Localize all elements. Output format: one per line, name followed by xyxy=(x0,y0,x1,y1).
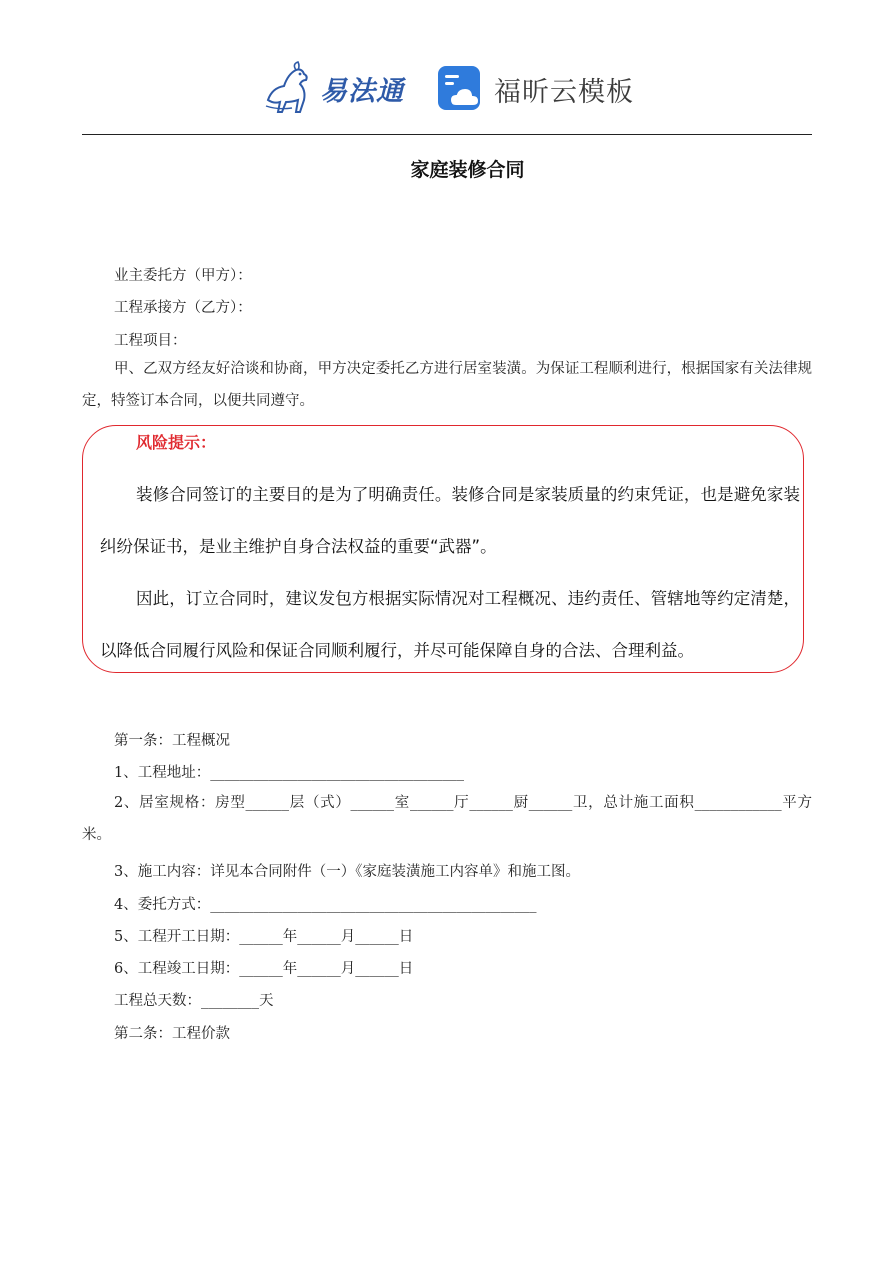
header-divider xyxy=(82,134,812,135)
project-address-line: 1、工程地址：___________________________________ xyxy=(114,765,464,781)
article-1-heading: 第一条：工程概况 xyxy=(114,733,230,749)
risk-paragraph-1: 装修合同签订的主要目的是为了明确责任。装修合同是家装质量的约束凭证，也是避免家装纠纷保证书，是业主维护自身合法权益的重要“武器”。 xyxy=(100,485,800,556)
construction-content-line: 3、施工内容：详见本合同附件（一）《家庭装潢施工内容单》和施工图。 xyxy=(114,864,580,880)
document-title: 家庭装修合同 xyxy=(410,159,525,181)
party-b-line: 工程承接方（乙方）： xyxy=(114,300,252,316)
risk-paragraph-2: 因此，订立合同时，建议发包方根据实际情况对工程概况、违约责任、管辖地等约定清楚，以降低合同履行风险和保证合同顺利履行，并尽可能保障自身的合法、合理利益。 xyxy=(100,589,800,660)
room-spec-paragraph: 2、居室规格：房型______层（式）______室______厅______厨______卫，总计施工面积____________平方米。 xyxy=(82,795,812,843)
total-days-line: 工程总天数：________天 xyxy=(114,993,274,1009)
foxit-cloud-logo xyxy=(436,64,634,114)
intro-paragraph: 甲、乙双方经友好洽谈和协商，甲方决定委托乙方进行居室装潢。为保证工程顺利进行，根据国家有关法律规定，特签订本合同，以便共同遵守。 xyxy=(82,361,812,409)
risk-notice-title: 风险提示： xyxy=(136,433,217,452)
cloud-doc-icon xyxy=(436,64,486,114)
start-date-line: 5、工程开工日期：______年______月______日 xyxy=(114,929,414,945)
horse-icon xyxy=(262,60,318,116)
article-2-heading: 第二条：工程价款 xyxy=(114,1026,230,1042)
delegation-method-line: 4、委托方式：_____________________________________________ xyxy=(114,897,537,913)
yifatong-logo xyxy=(262,60,404,116)
completion-date-line: 6、工程竣工日期：______年______月______日 xyxy=(114,961,414,977)
party-a-line: 业主委托方（甲方）： xyxy=(114,268,252,284)
foxit-cloud-text: 福昕云模板 xyxy=(494,76,634,108)
yifatong-text: 易法通 xyxy=(320,75,404,107)
page-header xyxy=(0,58,893,128)
project-line: 工程项目： xyxy=(114,333,187,349)
